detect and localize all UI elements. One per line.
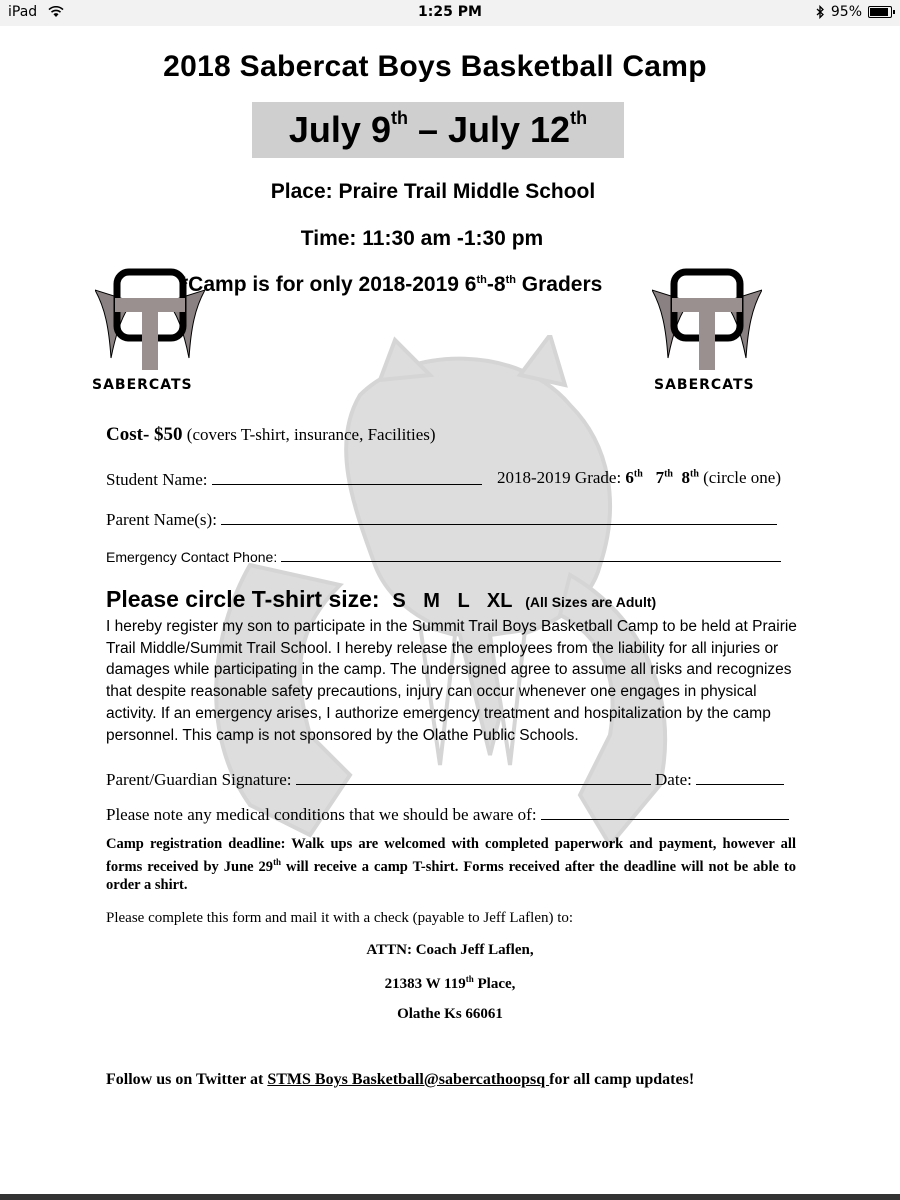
grade-7-num: 7 [655,468,665,487]
deadline-sup: th [273,857,282,867]
grade-6-sup: th [633,468,643,480]
registration-deadline [106,835,796,894]
grade-options [497,468,781,488]
student-name-field[interactable] [106,468,482,490]
signature-field[interactable] [106,768,784,790]
tshirt-note: (All Sizes are Adult) [525,594,657,610]
address-line-3: Olathe Ks 66061 [397,1006,503,1022]
bottom-bar [0,1194,900,1200]
signature-blank[interactable] [296,768,651,785]
address-sup: th [465,974,474,984]
date-label: Date: [655,770,692,789]
grade-8[interactable] [681,468,698,487]
grades-text-a: *Camp is for only 2018-2019 6 [180,273,477,296]
address-line-2 [0,974,900,993]
date-start: July 9 [288,109,391,150]
date-end-suffix: th [570,108,588,128]
grade-label: 2018-2019 Grade: [497,468,626,487]
grade-6[interactable] [625,468,642,487]
twitter-follow [106,1071,694,1089]
date-start-suffix: th [390,108,408,128]
flyer-title: 2018 Sabercat Boys Basketball Camp [163,50,707,83]
tshirt-label: Please circle T-shirt size: [106,586,380,612]
date-dash: – [407,109,448,150]
camp-time: Time: 11:30 am -1:30 pm [300,227,544,250]
twitter-link[interactable]: STMS Boys Basketball@sabercathoopsq [267,1071,550,1088]
battery-percent: 95% [830,4,862,20]
sabercats-logo-right [652,268,762,393]
waiver-text: I hereby register my son to participate in the Summit Trail Boys Basketball Camp to be held at Prairie Trail Middle/Summit Trail School. I hereby release the employees from the liability for all injuries or damages while participating in the camp. The undersigned agree to assume all risks and recognizes that despite reasonable safety precautions, injury can occur whenever one engages in physical activity. If an emergency arises, I authorize emergency treatment and hospitalization by the camp personnel. This camp is not sponsored by the Olathe Public Schools. [106,618,797,744]
cost-detail: (covers T-shirt, insurance, Facilities) [182,425,436,444]
deadline-text-a: Camp registration deadline: Walk ups are welcomed with completed paperwork and payment, however all forms received by June 29 [106,836,796,875]
date-blank[interactable] [696,768,784,785]
medical-field[interactable] [106,803,789,825]
status-right [816,4,892,20]
emergency-phone-label: Emergency Contact Phone: [106,549,278,565]
grade-7[interactable] [656,468,673,487]
sabercats-label-left: SABERCATS [92,377,193,393]
battery-icon [868,6,892,18]
cost-line [106,424,436,446]
bluetooth-icon [816,5,825,19]
camp-place: Place: Praire Trail Middle School [270,180,596,203]
grade-7-sup: th [664,468,673,480]
sabercats-label-right: SABERCATS [654,377,755,393]
emergency-phone-blank[interactable] [281,545,781,562]
parent-name-label: Parent Name(s): [106,510,217,529]
deadline-text-b: will receive a camp T-shirt. Forms received after the deadline will not be able to order a shirt. [106,858,796,893]
tshirt-size-line [106,586,656,613]
mail-instructions: Please complete this form and mail it with a check (payable to Jeff Laflen) to: [106,910,574,926]
clock: 1:25 PM [418,4,482,20]
device-name: iPad [8,4,38,20]
grade-8-sup: th [689,468,699,480]
student-name-label: Student Name: [106,470,208,489]
cost-label: Cost- $50 [106,424,183,445]
medical-label: Please note any medical conditions that we should be aware of: [106,805,537,824]
camp-grades [180,273,602,297]
tshirt-sizes[interactable]: S M L XL [392,590,513,612]
grade-6-num: 6 [625,468,634,487]
address-line-1: ATTN: Coach Jeff Laflen, [366,942,534,958]
parent-name-blank[interactable] [221,508,777,525]
medical-blank[interactable] [541,803,789,820]
camp-dates [252,108,624,151]
address-street: 21383 W 119 [384,976,466,992]
status-bar [0,0,900,26]
follow-text-a: Follow us on Twitter at [106,1071,268,1088]
student-name-blank[interactable] [212,468,482,485]
follow-text-b: for all camp updates! [549,1071,695,1088]
sabercats-logo-left [95,268,205,393]
circle-one-note: (circle one) [698,468,782,487]
grades-text-b: -8 [486,273,506,296]
emergency-phone-field[interactable] [106,545,781,565]
grades-sup-2: th [505,274,516,286]
grade-8-num: 8 [681,468,690,487]
date-end: July 12 [448,109,571,150]
parent-name-field[interactable] [106,508,777,530]
grades-sup-1: th [476,274,487,286]
grades-text-c: Graders [515,273,603,296]
address-place: Place, [473,976,516,992]
signature-label: Parent/Guardian Signature: [106,770,292,789]
